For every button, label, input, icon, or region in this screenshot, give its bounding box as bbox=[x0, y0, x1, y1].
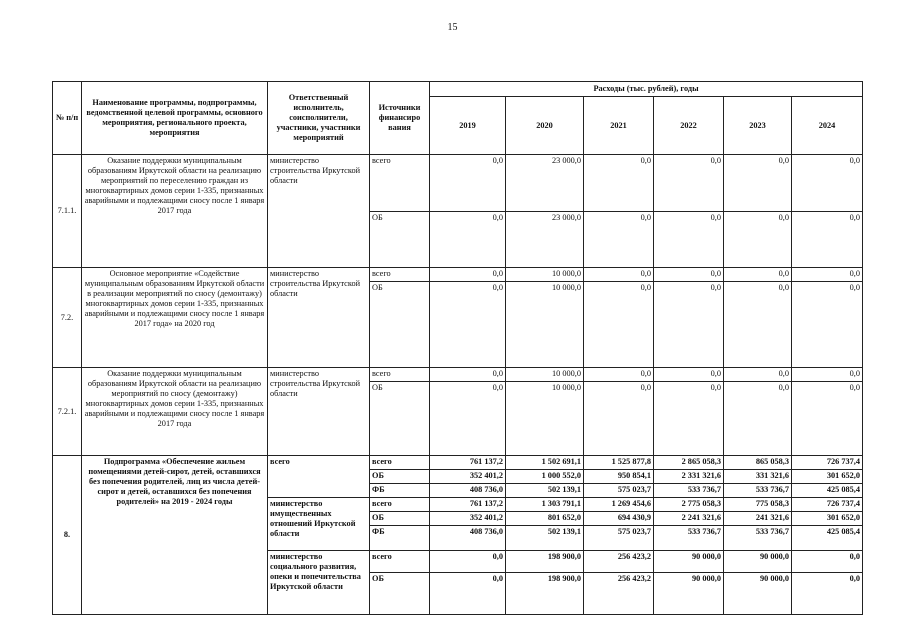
header-row-1 bbox=[53, 82, 863, 97]
value-cell: 0,0 bbox=[654, 282, 724, 368]
value-cell: 0,0 bbox=[792, 268, 863, 282]
year-header: 2019 bbox=[430, 97, 506, 155]
row-source: всего bbox=[370, 268, 430, 282]
value-cell: 425 085,4 bbox=[792, 526, 863, 551]
table-row bbox=[53, 155, 863, 212]
value-cell: 90 000,0 bbox=[654, 551, 724, 573]
value-cell: 0,0 bbox=[584, 382, 654, 456]
row-source: ФБ bbox=[370, 526, 430, 551]
row-responsible: всего bbox=[268, 456, 370, 498]
value-cell: 694 430,9 bbox=[584, 512, 654, 526]
row-responsible: министерство строительства Иркутской области bbox=[268, 155, 370, 268]
value-cell: 408 736,0 bbox=[430, 526, 506, 551]
value-cell: 865 058,3 bbox=[724, 456, 792, 470]
value-cell: 0,0 bbox=[792, 368, 863, 382]
value-cell: 533 736,7 bbox=[724, 526, 792, 551]
row-number: 7.2.1. bbox=[53, 368, 82, 456]
value-cell: 301 652,0 bbox=[792, 512, 863, 526]
row-source: ОБ bbox=[370, 382, 430, 456]
value-cell: 0,0 bbox=[792, 573, 863, 615]
value-cell: 256 423,2 bbox=[584, 551, 654, 573]
value-cell: 726 737,4 bbox=[792, 498, 863, 512]
value-cell: 0,0 bbox=[430, 282, 506, 368]
value-cell: 352 401,2 bbox=[430, 512, 506, 526]
row-responsible: министерство строительства Иркутской области bbox=[268, 368, 370, 456]
row-source: всего bbox=[370, 456, 430, 470]
row-source: всего bbox=[370, 155, 430, 212]
value-cell: 533 736,7 bbox=[724, 484, 792, 498]
value-cell: 0,0 bbox=[430, 155, 506, 212]
row-name: Основное мероприятие «Содействие муниципальным образованиям Иркутской области в реализации мероприятий по сносу (демонтажу) многоквартирных домов серии 1-335, признанных аварийными и подлежащими сносу после 1 января 2017 года» на 2020 год bbox=[82, 268, 268, 368]
value-cell: 775 058,3 bbox=[724, 498, 792, 512]
value-cell: 533 736,7 bbox=[654, 484, 724, 498]
value-cell: 10 000,0 bbox=[506, 282, 584, 368]
value-cell: 0,0 bbox=[654, 212, 724, 268]
year-header: 2023 bbox=[724, 97, 792, 155]
value-cell: 0,0 bbox=[430, 212, 506, 268]
year-header: 2020 bbox=[506, 97, 584, 155]
value-cell: 0,0 bbox=[584, 282, 654, 368]
value-cell: 0,0 bbox=[430, 368, 506, 382]
value-cell: 2 331 321,6 bbox=[654, 470, 724, 484]
value-cell: 331 321,6 bbox=[724, 470, 792, 484]
value-cell: 0,0 bbox=[430, 382, 506, 456]
row-source: ОБ bbox=[370, 573, 430, 615]
value-cell: 0,0 bbox=[792, 155, 863, 212]
year-header: 2024 bbox=[792, 97, 863, 155]
value-cell: 408 736,0 bbox=[430, 484, 506, 498]
value-cell: 0,0 bbox=[584, 155, 654, 212]
year-header: 2021 bbox=[584, 97, 654, 155]
value-cell: 23 000,0 bbox=[506, 212, 584, 268]
value-cell: 0,0 bbox=[430, 268, 506, 282]
row-source: ОБ bbox=[370, 212, 430, 268]
row-name: Подпрограмма «Обеспечение жильем помещениями детей-сирот, детей, оставшихся без попечения родителей, лиц из числа детей-сирот и детей, оставшихся без попечения родителей» на 2019 - 2024 годы bbox=[82, 456, 268, 615]
value-cell: 950 854,1 bbox=[584, 470, 654, 484]
value-cell: 198 900,0 bbox=[506, 551, 584, 573]
value-cell: 0,0 bbox=[724, 282, 792, 368]
row-responsible: министерство строительства Иркутской области bbox=[268, 268, 370, 368]
value-cell: 0,0 bbox=[724, 155, 792, 212]
row-source: всего bbox=[370, 551, 430, 573]
row-source: ОБ bbox=[370, 470, 430, 484]
value-cell: 23 000,0 bbox=[506, 155, 584, 212]
value-cell: 575 023,7 bbox=[584, 484, 654, 498]
value-cell: 2 241 321,6 bbox=[654, 512, 724, 526]
value-cell: 502 139,1 bbox=[506, 484, 584, 498]
value-cell: 575 023,7 bbox=[584, 526, 654, 551]
value-cell: 0,0 bbox=[430, 551, 506, 573]
value-cell: 0,0 bbox=[792, 282, 863, 368]
value-cell: 1 502 691,1 bbox=[506, 456, 584, 470]
row-number: 7.1.1. bbox=[53, 155, 82, 268]
value-cell: 90 000,0 bbox=[654, 573, 724, 615]
value-cell: 0,0 bbox=[724, 368, 792, 382]
value-cell: 10 000,0 bbox=[506, 268, 584, 282]
value-cell: 10 000,0 bbox=[506, 382, 584, 456]
value-cell: 1 303 791,1 bbox=[506, 498, 584, 512]
value-cell: 726 737,4 bbox=[792, 456, 863, 470]
row-source: всего bbox=[370, 368, 430, 382]
page-number: 15 bbox=[447, 22, 458, 33]
value-cell: 533 736,7 bbox=[654, 526, 724, 551]
col-resp-header: Ответственный исполнитель, соисполнители, участники, участники мероприятий bbox=[268, 82, 370, 155]
col-name-header: Наименование программы, подпрограммы, ведомственной целевой программы, основного мероприятия, регионального проекта, мероприятия bbox=[82, 82, 268, 155]
row-number: 8. bbox=[53, 456, 82, 615]
row-name: Оказание поддержки муниципальным образованиям Иркутской области на реализацию мероприятий по сносу (демонтажу) многоквартирных домов серии 1-335, признанных аварийными и подлежащими сносу после 1 января 2017 года bbox=[82, 368, 268, 456]
value-cell: 0,0 bbox=[654, 268, 724, 282]
value-cell: 0,0 bbox=[792, 551, 863, 573]
value-cell: 801 652,0 bbox=[506, 512, 584, 526]
row-responsible: министерство имущественных отношений Иркутской области bbox=[268, 498, 370, 551]
col-src-header: Источники финансиро вания bbox=[370, 82, 430, 155]
value-cell: 0,0 bbox=[724, 382, 792, 456]
value-cell: 0,0 bbox=[584, 268, 654, 282]
value-cell: 425 085,4 bbox=[792, 484, 863, 498]
row-name: Оказание поддержки муниципальным образованиям Иркутской области на реализацию мероприятий по переселению граждан из многоквартирных домов серии 1-335, признанных аварийными и подлежащими сносу после 1 января 2017 года bbox=[82, 155, 268, 268]
value-cell: 0,0 bbox=[430, 573, 506, 615]
expenses-header: Расходы (тыс. рублей), годы bbox=[430, 82, 863, 97]
value-cell: 256 423,2 bbox=[584, 573, 654, 615]
value-cell: 10 000,0 bbox=[506, 368, 584, 382]
value-cell: 0,0 bbox=[654, 368, 724, 382]
value-cell: 0,0 bbox=[792, 212, 863, 268]
value-cell: 301 652,0 bbox=[792, 470, 863, 484]
value-cell: 198 900,0 bbox=[506, 573, 584, 615]
value-cell: 2 775 058,3 bbox=[654, 498, 724, 512]
value-cell: 352 401,2 bbox=[430, 470, 506, 484]
table-row bbox=[53, 456, 863, 470]
value-cell: 761 137,2 bbox=[430, 498, 506, 512]
expenses-table bbox=[52, 81, 863, 615]
value-cell: 0,0 bbox=[792, 382, 863, 456]
table-row bbox=[53, 368, 863, 382]
row-source: ОБ bbox=[370, 282, 430, 368]
value-cell: 0,0 bbox=[584, 212, 654, 268]
row-source: всего bbox=[370, 498, 430, 512]
value-cell: 1 000 552,0 bbox=[506, 470, 584, 484]
value-cell: 90 000,0 bbox=[724, 551, 792, 573]
value-cell: 1 269 454,6 bbox=[584, 498, 654, 512]
row-source: ФБ bbox=[370, 484, 430, 498]
row-source: ОБ bbox=[370, 512, 430, 526]
value-cell: 0,0 bbox=[654, 155, 724, 212]
value-cell: 0,0 bbox=[724, 268, 792, 282]
value-cell: 0,0 bbox=[584, 368, 654, 382]
value-cell: 0,0 bbox=[724, 212, 792, 268]
year-header: 2022 bbox=[654, 97, 724, 155]
value-cell: 502 139,1 bbox=[506, 526, 584, 551]
value-cell: 90 000,0 bbox=[724, 573, 792, 615]
value-cell: 761 137,2 bbox=[430, 456, 506, 470]
row-number: 7.2. bbox=[53, 268, 82, 368]
col-no-header: № п/п bbox=[53, 82, 82, 155]
value-cell: 2 865 058,3 bbox=[654, 456, 724, 470]
value-cell: 1 525 877,8 bbox=[584, 456, 654, 470]
table-row bbox=[53, 268, 863, 282]
value-cell: 0,0 bbox=[654, 382, 724, 456]
row-responsible: министерство социального развития, опеки и попечительства Иркутской области bbox=[268, 551, 370, 615]
value-cell: 241 321,6 bbox=[724, 512, 792, 526]
